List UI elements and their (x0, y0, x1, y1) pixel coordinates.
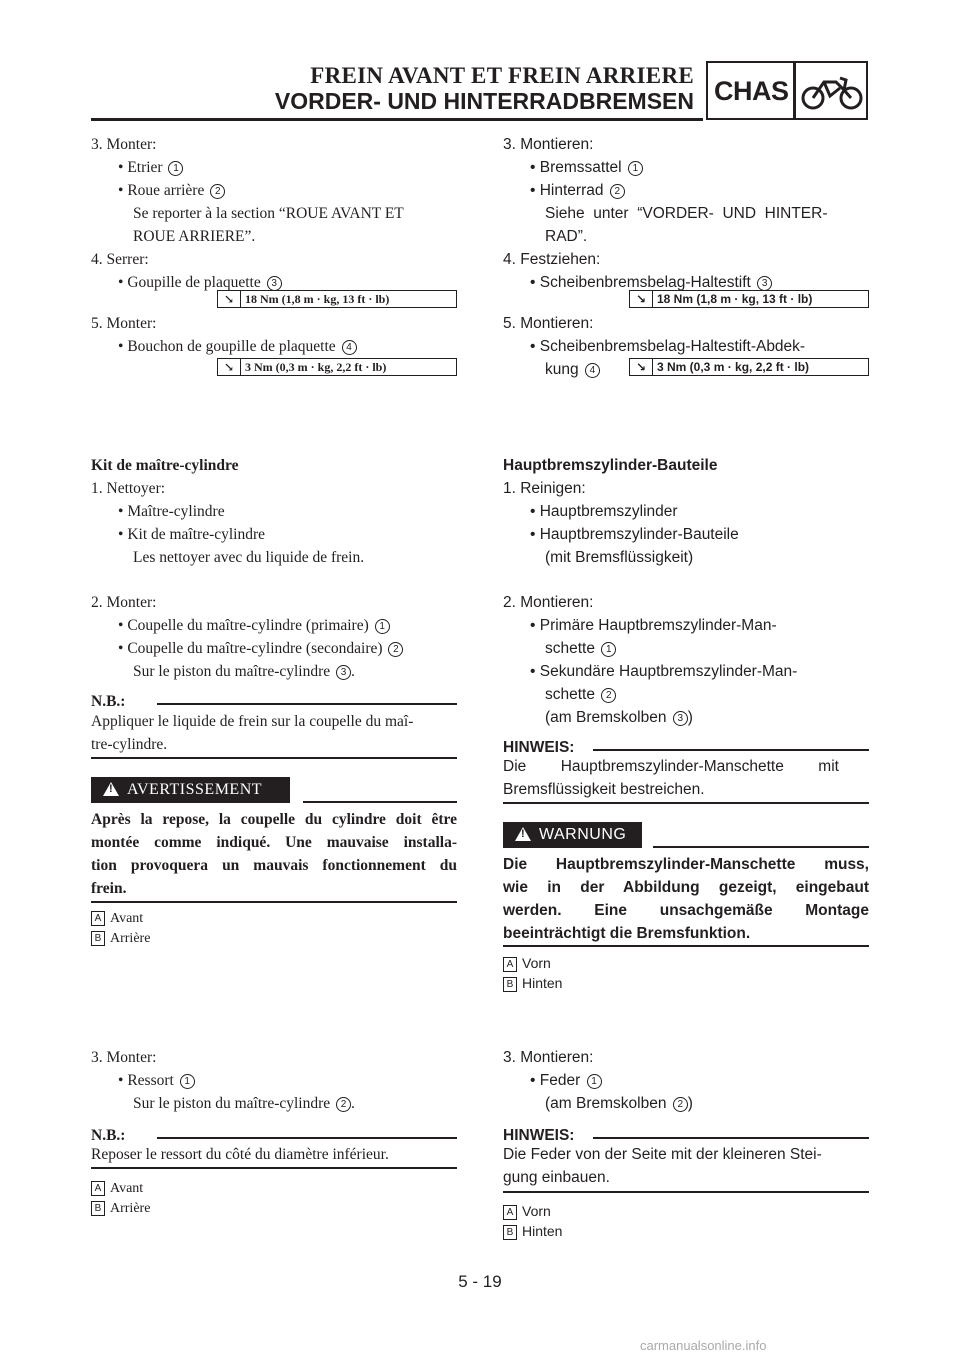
de-nb-label: HINWEIS: (503, 739, 575, 756)
section-code: CHAS (714, 76, 789, 106)
de-bullet-sekundaer: • Sekundäre Hauptbremszylinder-Man- (530, 663, 798, 680)
fr-nb-end-rule (91, 757, 457, 759)
de-bullet-bremssattel: • Bremssattel 1 (530, 156, 643, 179)
fr-legend-b: B Arrière (91, 927, 150, 950)
fr-ref1: Se reporter à la section “ROUE AVANT ET (133, 205, 404, 222)
fr-bullet-goupille: • Goupille de plaquette 3 (118, 271, 282, 294)
de-bullet-primaer-cont: schette 1 (545, 637, 616, 660)
fr-nb-text2: tre-cylindre. (91, 736, 168, 753)
page-number: 5 - 19 (458, 1272, 502, 1291)
warning-icon (515, 827, 531, 841)
de-bullet-haltestift: • Scheibenbremsbelag-Haltestift 3 (530, 271, 772, 294)
fr-s2-step2: 2. Monter: (91, 594, 157, 611)
de-bullet-feder: • Feder 1 (530, 1069, 602, 1092)
de-nb-rule (593, 749, 869, 751)
header-title-fr: FREIN AVANT ET FREIN ARRIERE (310, 63, 694, 88)
fr-s3-nb-end-rule (91, 1167, 457, 1169)
fr-s3-nb-text: Reposer le ressort du côté du diamètre inférieur. (91, 1146, 389, 1163)
fr-s3-legend-a: A Avant (91, 1177, 143, 1200)
de-legend-b: B Hinten (503, 972, 562, 995)
fr-torque-2: ↘ 3 Nm (0,3 m · kg, 2,2 ft · lb) (217, 358, 457, 376)
de-step5: 5. Montieren: (503, 315, 594, 332)
de-step4: 4. Festziehen: (503, 251, 601, 268)
de-s3-note: (am Bremskolben 2 ) (545, 1095, 693, 1112)
fr-s3-nb-label: N.B.: (91, 1127, 126, 1144)
fr-warning-end-rule (91, 901, 457, 903)
warning-icon (103, 782, 119, 796)
fr-step4: 4. Serrer: (91, 251, 149, 268)
section-tab-divider (793, 61, 796, 120)
fr-s3-step3: 3. Monter: (91, 1049, 157, 1066)
fr-heading-kit: Kit de maître-cylindre (91, 457, 239, 474)
de-bullet-sekundaer-cont: schette 2 (545, 683, 616, 706)
fr-warning-3: tion provoquera un mauvais fonctionnement du (91, 857, 457, 874)
de-bullet-hinterrad: • Hinterrad 2 (530, 179, 625, 202)
fr-bullet-bouchon: • Bouchon de goupille de plaquette 4 (118, 335, 357, 358)
fr-s2-note2: Sur le piston du maître-cylindre 3 . (133, 663, 355, 680)
de-step3: 3. Montieren: (503, 136, 594, 153)
de-ref1: Siehe unter “VORDER- UND HINTER- (545, 205, 828, 222)
de-warning-1: Die Hauptbremszylinder-Manschette muss, (503, 856, 869, 873)
fr-bullet-etrier: • Etrier 1 (118, 156, 183, 179)
de-warning-rule (653, 846, 869, 848)
fr-torque-1: ↘ 18 Nm (1,8 m · kg, 13 ft · lb) (217, 290, 457, 308)
de-bullet-abdeckung: • Scheibenbremsbelag-Haltestift-Abdek- (530, 338, 806, 355)
fr-nb-text1: Appliquer le liquide de frein sur la coupelle du maî- (91, 713, 414, 730)
de-warning-2: wie in der Abbildung gezeigt, eingebaut (503, 879, 869, 896)
fr-nb-label: N.B.: (91, 693, 126, 710)
de-torque-1: ↘ 18 Nm (1,8 m · kg, 13 ft · lb) (629, 290, 869, 308)
fr-s3-note: Sur le piston du maître-cylindre 2 . (133, 1095, 355, 1112)
de-warning-end-rule (503, 945, 869, 947)
fr-s2-note: Les nettoyer avec du liquide de frein. (133, 549, 365, 566)
de-s3-legend-b: B Hinten (503, 1220, 562, 1243)
de-s2-step2: 2. Montieren: (503, 594, 594, 611)
de-nb-text2: Bremsflüssigkeit bestreichen. (503, 781, 705, 798)
fr-bullet-maitre: • Maître-cylindre (118, 503, 225, 520)
de-legend-a: A Vorn (503, 952, 551, 975)
header-title-de: VORDER- UND HINTERRADBREMSEN (274, 88, 694, 114)
de-warning-badge: !WARNUNG (503, 822, 642, 848)
de-nb-text1: Die Hauptbremszylinder-Manschette mit (503, 758, 839, 775)
wrench-icon: ↘ (630, 359, 653, 375)
fr-step5: 5. Monter: (91, 315, 157, 332)
fr-bullet-ressort: • Ressort 1 (118, 1069, 195, 1092)
fr-bullet-kit: • Kit de maître-cylindre (118, 526, 266, 543)
watermark: carmanualsonline.info (640, 1338, 767, 1353)
de-s3-nb-end-rule (503, 1191, 869, 1193)
de-bullet-primaer: • Primäre Hauptbremszylinder-Man- (530, 617, 777, 634)
de-s3-nb-text1: Die Feder von der Seite mit der kleineren Stei- (503, 1146, 822, 1163)
fr-warning-badge: !AVERTISSEMENT (91, 777, 290, 803)
de-s3-step3: 3. Montieren: (503, 1049, 594, 1066)
fr-bullet-roue: • Roue arrière 2 (118, 179, 225, 202)
de-s3-legend-a: A Vorn (503, 1200, 551, 1223)
de-bullet-hbz: • Hauptbremszylinder (530, 503, 678, 520)
de-torque-2: ↘ 3 Nm (0,3 m · kg, 2,2 ft · lb) (629, 358, 869, 376)
de-s2-note2: (am Bremskolben 3 ) (545, 709, 693, 726)
fr-ref2: ROUE ARRIERE”. (133, 228, 256, 245)
de-warning-4: beeinträchtigt die Bremsfunktion. (503, 925, 751, 942)
header-rule (91, 118, 703, 121)
fr-s2-step1: 1. Nettoyer: (91, 480, 166, 497)
de-heading-bauteile: Hauptbremszylinder-Bauteile (503, 457, 718, 474)
de-s3-nb-label: HINWEIS: (503, 1127, 575, 1144)
de-s3-nb-rule (593, 1137, 869, 1139)
wrench-icon: ↘ (218, 291, 241, 307)
fr-legend-a: A Avant (91, 907, 143, 930)
fr-nb-rule (157, 703, 457, 705)
fr-warning-4: frein. (91, 880, 127, 897)
fr-bullet-secondaire: • Coupelle du maître-cylindre (secondaire) 2 (118, 637, 403, 660)
de-ref2: RAD”. (545, 228, 588, 245)
de-s2-note: (mit Bremsflüssigkeit) (545, 549, 694, 566)
fr-warning-1: Après la repose, la coupelle du cylindre doit être (91, 811, 457, 828)
wrench-icon: ↘ (630, 291, 653, 307)
de-warning-3: werden. Eine unsachgemäße Montage (503, 902, 869, 919)
fr-warning-rule (303, 801, 457, 803)
wrench-icon: ↘ (218, 359, 241, 375)
motorcycle-icon (800, 70, 864, 112)
de-bullet-abdeckung-cont: kung 4 (545, 358, 600, 381)
de-s2-step1: 1. Reinigen: (503, 480, 586, 497)
de-bullet-hbz-bauteile: • Hauptbremszylinder-Bauteile (530, 526, 739, 543)
fr-bullet-primaire: • Coupelle du maître-cylindre (primaire) 1 (118, 614, 390, 637)
fr-s3-nb-rule (157, 1137, 457, 1139)
fr-s3-legend-b: B Arrière (91, 1197, 150, 1220)
fr-warning-2: montée comme indiqué. Une mauvaise installa- (91, 834, 457, 851)
de-nb-end-rule (503, 802, 869, 804)
fr-step3: 3. Monter: (91, 136, 157, 153)
de-s3-nb-text2: gung einbauen. (503, 1169, 610, 1186)
